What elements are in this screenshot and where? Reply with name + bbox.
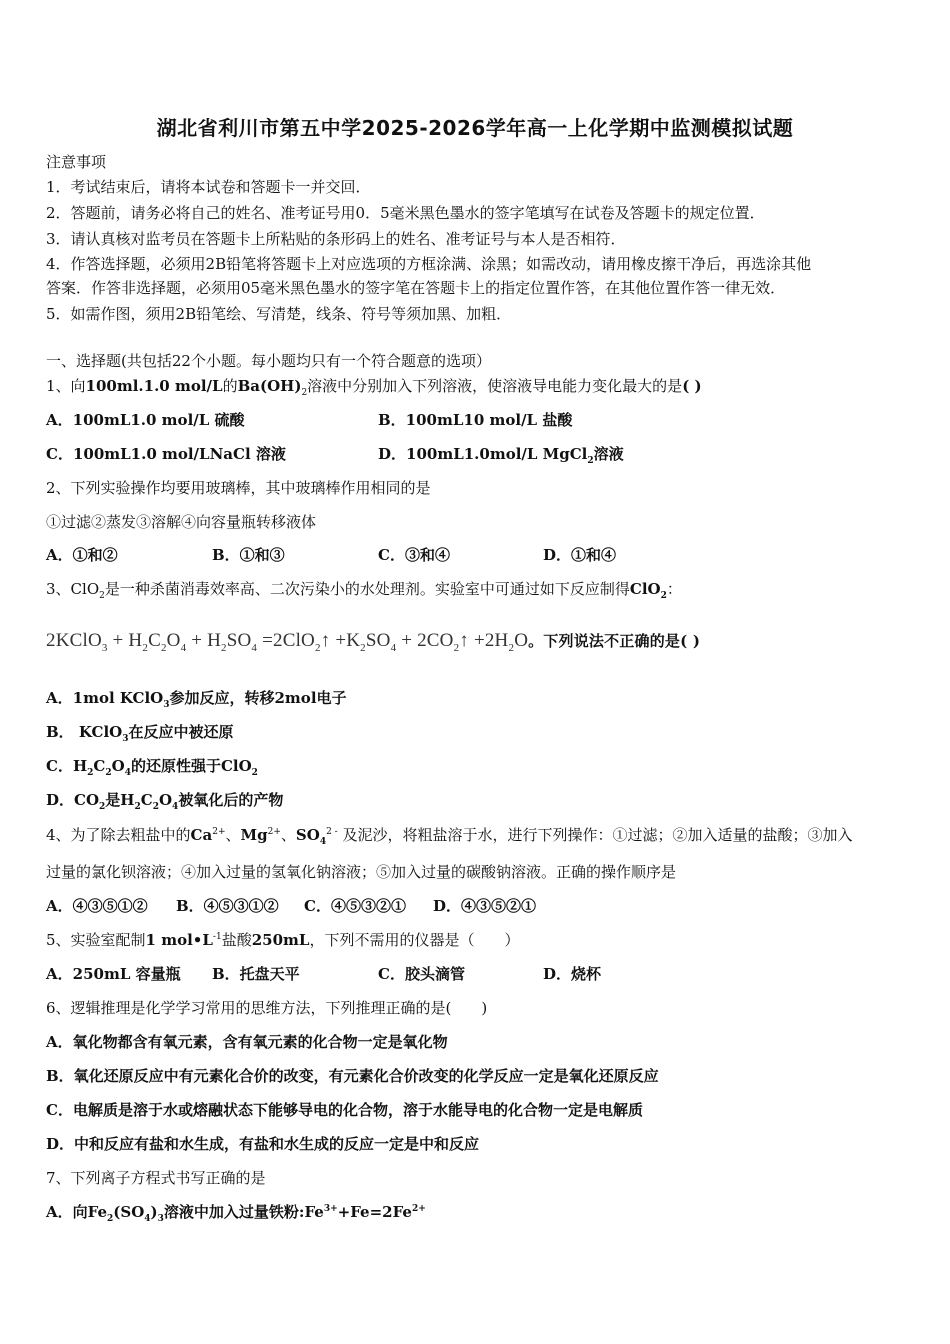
q4-sub: 4 [319,837,327,847]
q3-a-text: A．1mol KClO [46,689,164,707]
q1-d-text: 溶液 [593,445,624,463]
q3-a-sub: 3 [163,700,170,710]
q7-a-sup: 2+ [411,1204,426,1214]
q5-text: 1 mol•L [145,931,213,949]
reaction-equation [46,630,700,652]
q1-text: 1、向 [46,377,86,395]
notice-heading: 注意事项 [46,153,107,171]
q4-text: 、 [280,826,296,844]
question-5-stem [46,931,519,949]
q4-option-a: A．④③⑤①② [46,897,148,915]
eq-part: O [514,630,529,651]
q3-c-text: ClO [220,757,252,775]
q1-text: 溶液中分别加入下列溶液，使溶液导电能力变化最大的是 [307,377,683,395]
section-heading: 一、选择题(共包括22个小题。每小题均只有一个符合题意的选项） [46,352,491,370]
question-2-stem: 2、下列实验操作均要用玻璃棒，其中玻璃棒作用相同的是 [46,479,431,497]
eq-sub: 3 [101,641,108,654]
q3-text: ClO [629,580,661,598]
q5-text: 5、实验室配制 [46,931,146,949]
q4-option-c: C．④⑤③②① [304,897,406,915]
eq-part: C [148,630,161,651]
q7-a-text: Fe [87,1203,108,1221]
q2-option-d: D．①和④ [543,546,617,564]
eq-sub: 4 [180,641,187,654]
q5-sup: -1 [212,932,222,942]
q7-a-sub: 3 [157,1214,164,1224]
q1-d-text: D．100mL1.0mol/L MgCl [378,445,588,463]
q7-a-text: 溶液中加入过量铁粉: [163,1203,305,1221]
q5-text: 盐酸 [221,931,252,949]
q1-option-b: B．100mL10 mol/L 盐酸 [378,411,573,429]
eq-part: 2KClO [46,630,102,651]
q3-d-sub: 2 [134,802,141,812]
q1-option-c: C．100mL1.0 mol/LNaCl 溶液 [46,445,286,463]
eq-sub: 4 [390,641,397,654]
q5-text: ，下列不需用的仪器是（ ） [309,931,520,949]
notice-item: 2．答题前，请务必将自己的姓名、准考证号用0．5毫米黑色墨水的签字笔填写在试卷及答题卡的规定位置． [46,204,765,222]
q2-option-c: C．③和④ [378,546,450,564]
eq-sub: 2 [314,641,321,654]
q1-text: 的 [222,377,238,395]
q4-sup: 2 - [326,827,338,837]
q4-sup: 2+ [212,827,226,837]
q3-b-text: 在反应中被还原 [128,723,234,741]
q5-option-a: A．250mL 容量瓶 [46,965,181,983]
q7-a-sup: 3+ [323,1204,338,1214]
eq-part: O [166,630,181,651]
q3-sub: 2 [99,591,105,601]
q4-text: 4、为了除去粗盐中的 [46,826,191,844]
q3-d-text: D．CO [46,791,100,809]
q3-text: 3、ClO [46,580,100,598]
eq-part: + H [186,630,222,651]
eq-sub: 4 [251,641,258,654]
q1-text: Ba(OH) [237,377,302,395]
eq-part: SO [226,630,252,651]
question-2-items: ①过滤②蒸发③溶解④向容量瓶转移液体 [46,513,317,531]
notice-item: 1．考试结束后，请将本试卷和答题卡一并交回． [46,178,371,196]
eq-part: + 2CO [396,630,454,651]
q6-option-c: C．电解质是溶于水或熔融状态下能够导电的化合物，溶于水能导电的化合物一定是电解质 [46,1101,643,1119]
q3-sub: 2 [660,591,667,601]
q6-option-b: B．氧化还原反应中有元素化合价的改变，有元素化合价改变的化学反应一定是氧化还原反应 [46,1067,659,1085]
q3-c-sub: 4 [124,768,131,778]
q7-a-sub: 2 [107,1214,114,1224]
question-3-stem [46,580,682,601]
q3-d-text: H [120,791,135,809]
notice-item: 5．如需作图，须用2B铅笔绘、写清楚，线条、符号等须加黑、加粗． [46,305,512,323]
q3-a-text: 2mol [274,689,317,707]
notice-item: 3．请认真核对监考员在答题卡上所粘贴的条形码上的姓名、准考证号与本人是否相符． [46,230,626,248]
eq-sub: 2 [508,641,515,654]
q1-text: ( ) [682,377,702,395]
q4-ion: SO [295,826,320,844]
q4-sup: 2+ [267,827,281,837]
q3-option-d [46,791,284,812]
q3-d-sub: 2 [152,802,159,812]
q3-b-sub: 3 [122,734,129,744]
q3-c-text: C．H [46,757,88,775]
q4-text: 、 [225,826,241,844]
q3-c-sub: 2 [105,768,112,778]
q7-a-text: +Fe=2Fe [337,1203,412,1221]
q3-option-c [46,757,258,778]
q3-d-text: 是 [105,791,121,809]
q7-a-sub: 4 [144,1214,151,1224]
eq-part: SO [365,630,391,651]
eq-part: ↑ +2H [459,630,509,651]
q2-option-b: B．①和③ [212,546,285,564]
q3-text: ： [666,580,682,598]
q7-a-text: Fe [304,1203,324,1221]
q5-option-c: C．胶头滴管 [378,965,465,983]
question-1-stem [46,377,702,398]
eq-part: =2ClO [257,630,315,651]
question-4-stem-line2: 过量的氯化钡溶液；④加入过量的氢氧化钠溶液；⑤加入过量的碳酸钠溶液。正确的操作顺序是 [46,863,677,881]
q1-option-d [378,445,624,466]
q1-sub: 2 [301,388,308,398]
q3-c-text: O [111,757,125,775]
q3-option-a [46,689,347,710]
q1-text: 100ml.1.0 mol/L [85,377,223,395]
q5-option-b: B．托盘天平 [212,965,300,983]
notice-item: 答案．作答非选择题，必须用05毫米黑色墨水的签字笔在答题卡上的指定位置作答，在其他位置作答一律无效． [46,279,786,297]
q7-a-text: A．向 [46,1203,88,1221]
q7-a-text: ) [150,1203,158,1221]
q1-option-a: A．100mL1.0 mol/L 硫酸 [46,411,245,429]
q6-option-d: D．中和反应有盐和水生成，有盐和水生成的反应一定是中和反应 [46,1135,480,1153]
q5-text: 250mL [251,931,310,949]
q3-option-b [46,723,234,744]
q3-d-text: O [158,791,173,809]
q3-d-text: C [140,791,153,809]
eq-part: ↑ +K [320,630,361,651]
eq-part: + H [107,630,143,651]
question-7-stem: 7、下列离子方程式书写正确的是 [46,1169,266,1187]
eq-sub: 2 [221,641,227,654]
eq-sub: 2 [160,641,167,654]
q3-d-sub: 4 [172,802,179,812]
q3-c-text: 的还原性强于 [130,757,221,775]
q3-equation-tail: 。下列说法不正确的是( ) [528,632,701,650]
q3-a-text: 电子 [316,689,347,707]
q4-option-d: D．④③⑤②① [433,897,537,915]
q1-d-sub: 2 [587,456,594,466]
q3-d-sub: 2 [99,802,106,812]
q4-option-b: B．④⑤③①② [176,897,279,915]
q4-ion: Mg [240,826,268,844]
q3-c-text: C [93,757,106,775]
q3-text: 是一种杀菌消毒效率高、二次污染小的水处理剂。实验室中可通过如下反应制得 [104,580,630,598]
eq-sub: 2 [360,641,366,654]
q3-c-sub: 2 [251,768,258,778]
page-title: 湖北省利川市第五中学2025-2026学年高一上化学期中监测模拟试题 [156,116,794,140]
q5-option-d: D．烧杯 [543,965,602,983]
notice-item: 4．作答选择题，必须用2B铅笔将答题卡上对应选项的方框涂满、涂黑；如需改动，请用橡皮擦干净后，再选涂其他 [46,255,812,273]
question-6-stem: 6、逻辑推理是化学学习常用的思维方法，下列推理正确的是( ) [46,999,488,1017]
q7-option-a [46,1203,426,1224]
q3-a-text: 参加反应，转移 [169,689,275,707]
eq-sub: 2 [453,641,460,654]
q3-c-sub: 2 [87,768,94,778]
q4-text: 及泥沙，将粗盐溶于水，进行下列操作：①过滤；②加入适量的盐酸；③加入 [337,826,853,844]
q7-a-text: (SO [113,1203,145,1221]
q6-option-a: A．氧化物都含有氧元素，含有氧元素的化合物一定是氧化物 [46,1033,448,1051]
q3-d-text: 被氧化后的产物 [178,791,284,809]
q2-option-a: A．①和② [46,546,118,564]
q3-b-text: B． KClO [46,723,123,741]
eq-sub: 2 [142,641,149,654]
question-4-stem [46,826,853,847]
q4-ion: Ca [190,826,213,844]
